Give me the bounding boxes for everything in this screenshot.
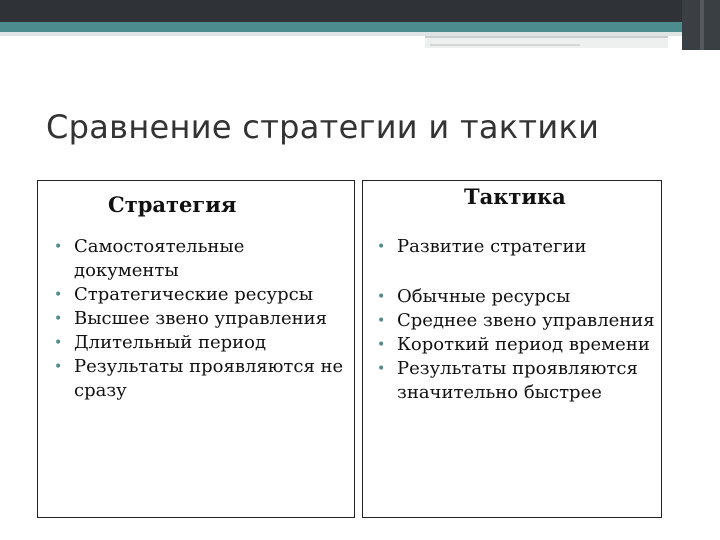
bullet-icon: •	[377, 313, 386, 329]
strategy-list	[52, 235, 352, 403]
tactics-list	[375, 235, 659, 405]
list-item: • Результаты проявляются значительно быстрее	[377, 358, 638, 403]
list-item: • Короткий период времени	[377, 334, 650, 355]
top-band	[0, 0, 720, 22]
list-item: • Результаты проявляются не сразу	[54, 356, 344, 401]
bullet-icon: •	[377, 337, 386, 353]
bullet-icon: •	[54, 311, 63, 327]
bullet-icon: •	[54, 287, 63, 303]
band-notch-line	[430, 44, 580, 46]
bullet-icon: •	[54, 335, 63, 351]
list-item: • Высшее звено управления	[54, 308, 327, 329]
bullet-icon: •	[377, 239, 386, 255]
bullet-icon: •	[54, 239, 63, 255]
bullet-icon: •	[377, 361, 386, 377]
list-item: • Самостоятельные документы	[54, 236, 245, 281]
bullet-icon: •	[54, 359, 63, 375]
slide-title: Сравнение стратегии и тактики	[46, 108, 600, 146]
corner-stripe	[700, 0, 704, 50]
tactics-heading: Тактика	[464, 184, 566, 209]
list-item: • Развитие стратегии	[377, 236, 587, 257]
strategy-box	[37, 180, 355, 518]
accent-band	[0, 22, 720, 32]
list-item: • Стратегические ресурсы	[54, 284, 314, 305]
band-notch	[425, 36, 668, 48]
list-item: • Среднее звено управления	[377, 310, 655, 331]
list-item: • Длительный период	[54, 332, 267, 353]
strategy-heading: Стратегия	[108, 192, 237, 217]
tactics-box	[362, 180, 662, 518]
list-item: • Обычные ресурсы	[377, 286, 571, 307]
bullet-icon: •	[377, 289, 386, 305]
